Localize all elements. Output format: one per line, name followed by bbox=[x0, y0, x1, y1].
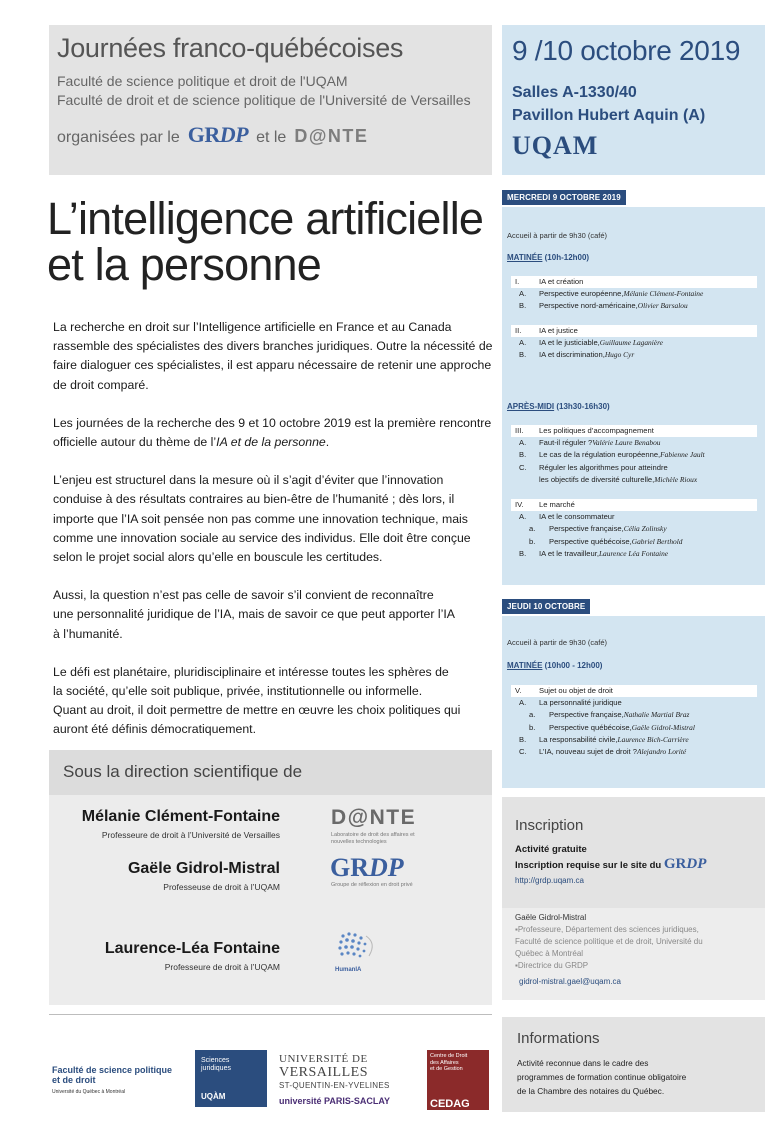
grdp-logo: GRDP bbox=[187, 122, 249, 147]
director-3: Laurence-Léa Fontaine Professeure de droit à l’UQAM bbox=[104, 940, 280, 972]
informations-box bbox=[502, 1017, 765, 1112]
page-title-line-2: et la personne bbox=[47, 239, 322, 290]
contact-title: ▪Professeure, Département des sciences juridiques, bbox=[515, 925, 699, 934]
grdp-logo-inline: GRDP bbox=[663, 856, 707, 872]
dante-lab-logo: D@NTE bbox=[331, 806, 417, 829]
day-1-welcome: Accueil à partir de 9h30 (café) bbox=[507, 231, 608, 240]
event-series-title: Journées franco-québécoises bbox=[57, 33, 404, 63]
header-banner bbox=[49, 25, 492, 175]
dante-logo: D@NTE bbox=[294, 126, 369, 146]
faculty-versailles: Faculté de droit et de science politique de l'Université de Versailles bbox=[57, 92, 471, 108]
page-title-line-1: L’intelligence artificielle bbox=[47, 193, 484, 244]
faculty-uqam: Faculté de science politique et droit de l'UQAM bbox=[57, 73, 348, 89]
day-2-program bbox=[502, 616, 765, 788]
organizers-prefix: organisées par le bbox=[57, 129, 180, 146]
inscription-heading: Inscription bbox=[515, 817, 584, 834]
paragraph-3: L’enjeu est structurel dans la mesure où il s’agit d’éviter que l’innovation conduise à des résultats contraires au bien-être de l’humanité ; dès lors, il importe que l’IA soit pensée non pas comme une innovation technique, mais comme une innovation sociale au service des individus. Elle doit être conçue selon le projet social alors qu’elle en bouscule les certitudes. bbox=[53, 473, 471, 565]
paragraph-1: La recherche en droit sur l’Intelligence artificielle en France et au Canada rassemble des spécialistes des divers branches juridiques. Outre la nécessité de faire dialoguer ces spécialistes, il est apparu nécessaire de retenir une approche de droit comparé. bbox=[53, 320, 493, 392]
day-2-tab: JEUDI 10 OCTOBRE bbox=[502, 599, 590, 614]
day-2-morning-heading: MATINÉE (10h00 - 12h00) bbox=[507, 661, 603, 670]
session-2: II. IA et justice A. IA et le justiciable, Guillaume Laganière B. IA et discrimination, Hugo Cyr bbox=[511, 325, 757, 362]
day-1-tab: MERCREDI 9 OCTOBRE 2019 bbox=[502, 190, 626, 205]
paragraph-5: Le défi est planétaire, pluridisciplinaire et intéresse toutes les sphères de la société, qu’elle soit publique, privée, institutionnelle ou informelle. Quant au droit, il doit permettre de mettre en œuvre les choix politiques qui auront été définis démocratiquement. bbox=[53, 664, 461, 737]
informations-text: Activité reconnue dans le cadre des programmes de formation continue obligatoire de la Chambre des notaires du Québec. bbox=[517, 1058, 687, 1096]
sciences-juridiques-logo: Sciences juridiques UQÀM bbox=[195, 1050, 267, 1107]
humania-logo-label: HumanIA bbox=[335, 967, 362, 973]
cedag-logo: Centre de Droit des Affaires et de Gestion CEDAG bbox=[427, 1050, 489, 1110]
uqam-logo: UQAM bbox=[512, 131, 599, 160]
paragraph-2: Les journées de la recherche des 9 et 10 octobre 2019 est la première rencontre officielle autour du thème de l’IA et de la personne. bbox=[53, 415, 492, 450]
organizers-and: et le bbox=[256, 129, 287, 146]
inscription-details: Activité gratuite Inscription requise sur le site du GRDP bbox=[515, 844, 707, 872]
fspd-logo: Faculté de science politique et de droit Université du Québec à Montréal bbox=[52, 1065, 173, 1095]
organizers-line bbox=[57, 122, 484, 148]
contact-name: Gaële Gidrol-Mistral bbox=[515, 913, 587, 922]
director-2: Gaële Gidrol-Mistral Professeuse de droit à l’UQAM bbox=[127, 860, 280, 892]
page-title bbox=[47, 193, 497, 290]
direction-heading: Sous la direction scientifique de bbox=[49, 750, 492, 795]
contact-box: Gaële Gidrol-Mistral ▪Professeure, Département des sciences juridiques, Faculté de science politique et de droit, Université du Québec à Montréal ▪Directrice du GRDP gidrol-mistral.gael@uqam.ca bbox=[502, 908, 765, 1000]
grdp-group-logo: GRDP bbox=[330, 853, 404, 882]
informations-heading: Informations bbox=[517, 1030, 600, 1047]
session-1: I. IA et création A. Perspective européenne, Mélanie Clément-Fontaine B. Perspective nord-américaine, Olivier Barsalou bbox=[511, 276, 757, 313]
scientific-direction bbox=[49, 750, 492, 1005]
event-date: 9 /10 octobre 2019 bbox=[512, 35, 741, 66]
uvsq-logo: UNIVERSITÉ DE VERSAILLES ST-QUENTIN-EN-YVELINES université PARIS-SACLAY bbox=[279, 1053, 391, 1106]
day-1-morning-heading: MATINÉE (10h-12h00) bbox=[507, 253, 590, 262]
footer-divider bbox=[49, 1014, 492, 1015]
description bbox=[53, 318, 493, 759]
dante-lab-caption: Laboratoire de droit des affaires et nouvelles technologies bbox=[331, 832, 415, 845]
contact-email-link[interactable]: gidrol-mistral.gael@uqam.ca bbox=[519, 977, 621, 986]
day-2-welcome: Accueil à partir de 9h30 (café) bbox=[507, 638, 608, 647]
session-4: IV. Le marché A. IA et le consommateur a. Perspective française, Célia Zolinsky b. Perspective québécoise, Gabriel Berthold B. IA et le travailleur, Laurence Léa Fontaine bbox=[511, 499, 757, 560]
session-5: V. Sujet ou objet de droit A. La personnalité juridique a. Perspective française, Nathalie Martial Braz b. Perspective québécoise, Gaële Gidrol-Mistral B. La responsabilité civile, Laurence Bich-Carrière C. L’IA, nouveau sujet de droit ? Alejandro Lorité bbox=[511, 685, 757, 758]
paragraph-4: Aussi, la question n’est pas celle de savoir s’il convient de reconnaître une personnalité juridique de l’IA, mais de savoir ce que peut apporter l’IA à l’humanité. bbox=[53, 588, 455, 641]
event-building: Pavillon Hubert Aquin (A) bbox=[512, 107, 706, 124]
event-room: Salles A-1330/40 bbox=[512, 84, 637, 101]
director-1: Mélanie Clément-Fontaine Professeure de droit à l’Université de Versailles bbox=[81, 808, 280, 840]
event-info-box bbox=[502, 25, 765, 175]
humania-logo-icon bbox=[333, 930, 377, 970]
grdp-link[interactable]: http://grdp.uqam.ca bbox=[515, 876, 584, 885]
day-1-program bbox=[502, 207, 765, 585]
day-1-afternoon-heading: APRÈS-MIDI (13h30-16h30) bbox=[507, 402, 610, 411]
faculty-list bbox=[57, 72, 484, 110]
session-3: III. Les politiques d’accompagnement A. Faut-il réguler ? Valérie Laure Benabou B. Le cas de la régulation européenne, Fabienne Jault C. Réguler les algorithmes pour atteindre les objectifs de diversité culturelle, Michèle Rioux bbox=[511, 425, 757, 486]
event-location bbox=[512, 81, 755, 127]
grdp-group-caption: Groupe de réflexion en droit privé bbox=[331, 882, 413, 888]
